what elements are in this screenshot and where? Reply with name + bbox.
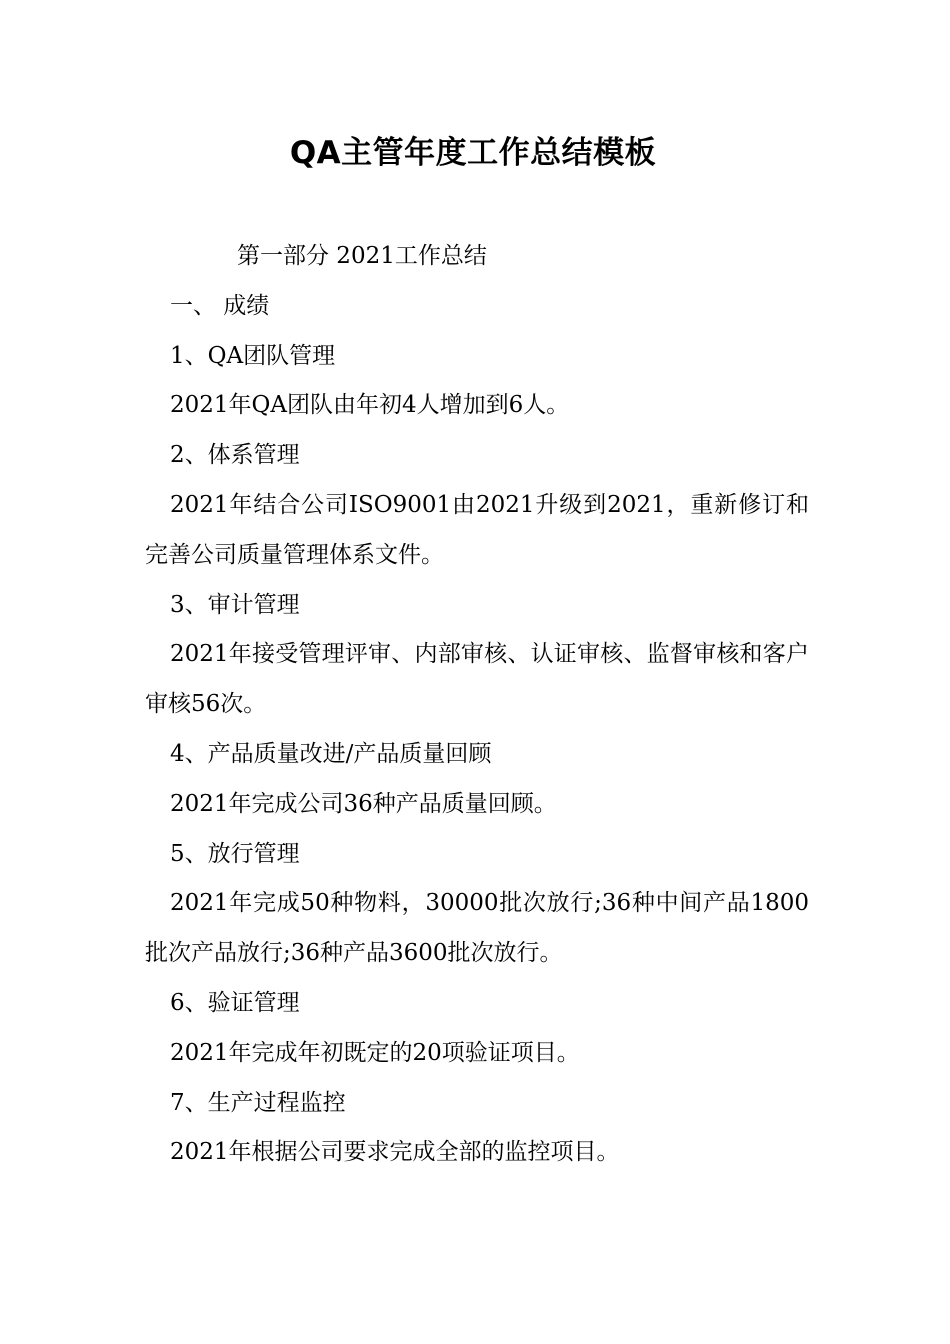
paragraph: 2021年结合公司ISO9001由2021升级到2021，重新修订和完善公司质量管理体系文件。 [145,491,809,568]
paragraph: 2021年接受管理评审、内部审核、认证审核、监督审核和客户审核56次。 [145,641,809,718]
paragraph: 2021年根据公司要求完成全部的监控项目。 [170,1139,620,1166]
paragraph: 2021年完成公司36种产品质量回顾。 [170,790,557,817]
subsection-heading: 3、审计管理 [170,591,300,618]
subsection-heading: 2、体系管理 [170,442,300,469]
part-heading: 第一部分 2021工作总结 [237,243,487,269]
subsection-heading: 5、放行管理 [170,840,300,867]
paragraph: 2021年完成50种物料，30000批次放行;36种中间产品1800批次产品放行;36种产品3600批次放行。 [145,890,809,967]
subsection-heading: 1、QA团队管理 [170,342,336,369]
paragraph: 2021年QA团队由年初4人增加到6人。 [170,392,570,419]
paragraph: 2021年完成年初既定的20项验证项目。 [170,1039,580,1066]
subsection-heading: 6、验证管理 [170,989,300,1016]
document-title: QA主管年度工作总结模板 [289,135,657,171]
subsection-heading: 7、生产过程监控 [170,1089,346,1116]
section-heading: 一、 成绩 [170,292,270,319]
subsection-heading: 4、产品质量改进/产品质量回顾 [170,740,492,767]
document-body [145,232,809,1178]
